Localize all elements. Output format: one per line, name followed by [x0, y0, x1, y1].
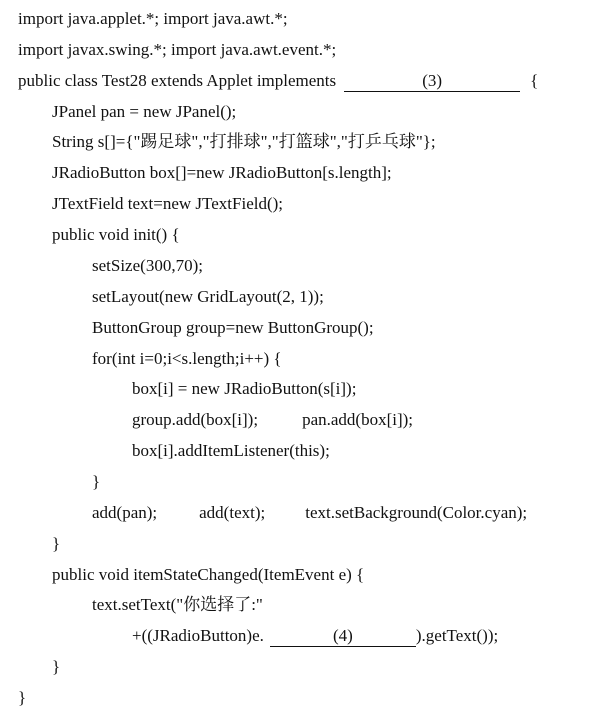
code-line-6	[52, 156, 392, 190]
code-text: }	[92, 472, 101, 491]
code-line-19	[52, 558, 364, 592]
code-text: pan.add(box[i]);	[302, 410, 413, 429]
code-line-22	[52, 650, 60, 684]
code-text: text.setText("你选择了:"	[92, 595, 263, 614]
code-text: setSize(300,70);	[92, 256, 203, 275]
code-text: add(text);	[199, 503, 266, 522]
code-line-9	[92, 249, 203, 283]
code-line-3	[18, 64, 538, 98]
code-text: public void init() {	[52, 225, 180, 244]
code-line-15	[132, 434, 330, 468]
code-line-20	[92, 588, 263, 622]
code-text: JTextField text=new JTextField();	[52, 194, 284, 213]
code-text: +((JRadioButton)e.	[132, 626, 264, 645]
code-text: ).getText());	[415, 626, 499, 645]
code-text: import java.applet.*; import java.awt.*;	[18, 9, 288, 28]
code-line-16	[92, 465, 100, 499]
code-line-21	[132, 619, 498, 653]
code-text: import javax.swing.*; import java.awt.event.*;	[18, 40, 337, 59]
code-line-18	[52, 527, 60, 561]
code-line-1	[18, 2, 288, 36]
code-text: JRadioButton box[]=new JRadioButton[s.length];	[52, 163, 392, 182]
code-line-12	[92, 342, 282, 376]
code-line-23	[18, 681, 26, 715]
code-line-17	[92, 496, 527, 530]
code-text: group.add(box[i]);	[132, 410, 259, 429]
code-line-10	[92, 280, 324, 314]
code-text: }	[52, 534, 61, 553]
code-line-8	[52, 218, 180, 252]
code-text: setLayout(new GridLayout(2, 1));	[92, 287, 324, 306]
code-line-4	[52, 95, 236, 129]
code-text: JPanel pan = new JPanel();	[52, 102, 237, 121]
code-text: public class Test28 extends Applet implements	[18, 71, 337, 90]
code-line-7	[52, 187, 283, 221]
code-line-13	[132, 372, 356, 406]
code-text: box[i] = new JRadioButton(s[i]);	[132, 379, 357, 398]
code-text: }	[52, 657, 61, 676]
code-text: ButtonGroup group=new ButtonGroup();	[92, 318, 374, 337]
fill-blank-4: (4)	[270, 626, 416, 647]
code-text: String s[]={"踢足球","打排球","打篮球","打乒乓球"};	[52, 132, 436, 151]
fill-blank-3: (3)	[344, 71, 520, 92]
code-text: {	[530, 71, 539, 90]
code-text: public void itemStateChanged(ItemEvent e) {	[52, 565, 365, 584]
code-text: for(int i=0;i<s.length;i++) {	[92, 349, 282, 368]
code-text: text.setBackground(Color.cyan);	[305, 503, 528, 522]
code-text: add(pan);	[92, 503, 158, 522]
code-line-2	[18, 33, 336, 67]
code-text: }	[18, 688, 27, 707]
code-line-5	[52, 125, 436, 159]
code-text: box[i].addItemListener(this);	[132, 441, 330, 460]
code-line-11	[92, 311, 374, 345]
code-line-14	[132, 403, 413, 437]
